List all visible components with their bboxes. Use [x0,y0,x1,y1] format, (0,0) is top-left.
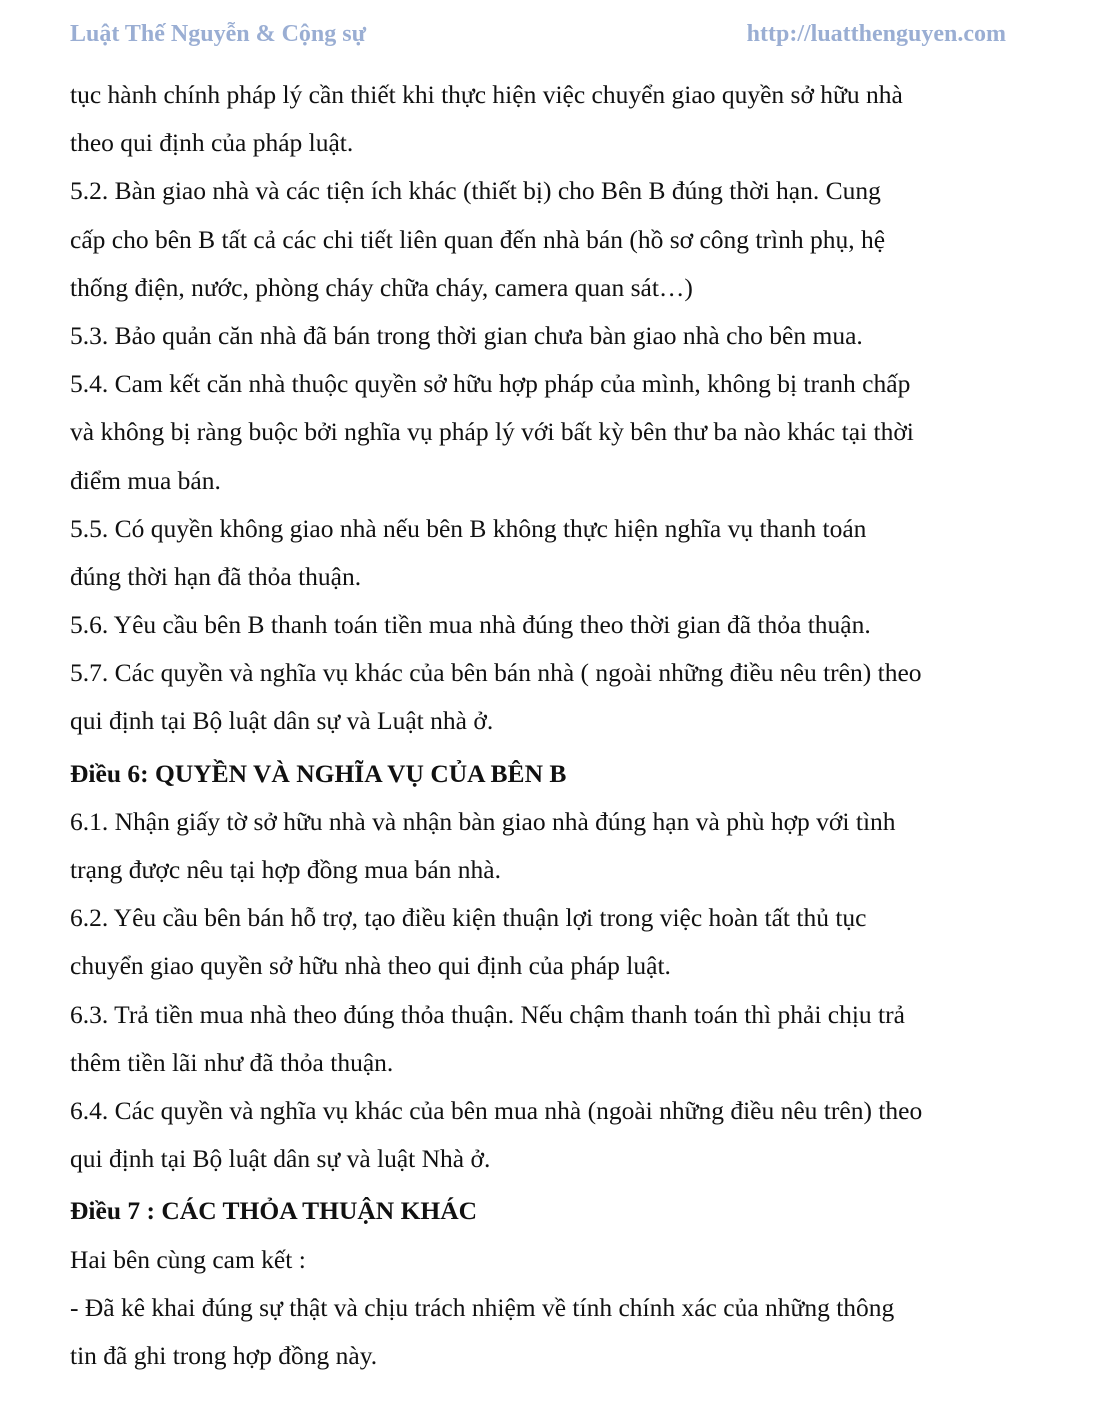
text-line: 5.3. Bảo quản căn nhà đã bán trong thời gian chưa bàn giao nhà cho bên mua. [70,320,863,350]
text-line: 6.2. Yêu cầu bên bán hỗ trợ, tạo điều kiện thuận lợi trong việc hoàn tất thủ tục [70,903,867,933]
text-line: 5.2. Bàn giao nhà và các tiện ích khác (thiết bị) cho Bên B đúng thời hạn. Cung [70,176,881,206]
text-line: 6.1. Nhận giấy tờ sở hữu nhà và nhận bàn giao nhà đúng hạn và phù hợp với tình [70,806,896,836]
text-line: - Đã kê khai đúng sự thật và chịu trách nhiệm về tính chính xác của những thông [70,1292,895,1322]
text-line: thêm tiền lãi như đã thỏa thuận. [70,1047,394,1077]
section-heading: Điều 7 : CÁC THỎA THUẬN KHÁC [70,1196,478,1226]
text-line: chuyển giao quyền sở hữu nhà theo qui định của pháp luật. [70,951,671,981]
document-body [70,71,1020,1380]
text-line: tục hành chính pháp lý cần thiết khi thực hiện việc chuyển giao quyền sở hữu nhà [70,80,903,109]
header-website-url: http://luatthenguyen.com [746,20,1006,47]
text-line: qui định tại Bộ luật dân sự và Luật nhà ở. [70,706,494,736]
section-heading: Điều 6: QUYỀN VÀ NGHĨA VỤ CỦA BÊN B [70,758,567,788]
text-line: tin đã ghi trong hợp đồng này. [70,1340,378,1370]
text-line: thống điện, nước, phòng cháy chữa cháy, camera quan sát…) [70,272,693,302]
text-line: và không bị ràng buộc bởi nghĩa vụ pháp lý với bất kỳ bên thư ba nào khác tại thời [70,417,914,447]
text-line: trạng được nêu tại hợp đồng mua bán nhà. [70,855,501,884]
text-line: 6.4. Các quyền và nghĩa vụ khác của bên mua nhà (ngoài những điều nêu trên) theo [70,1095,923,1125]
text-line: 5.4. Cam kết căn nhà thuộc quyền sở hữu hợp pháp của mình, không bị tranh chấp [70,369,911,399]
text-line: theo qui định của pháp luật. [70,128,354,158]
text-line: 5.7. Các quyền và nghĩa vụ khác của bên bán nhà ( ngoài những điều nêu trên) theo [70,658,922,688]
text-line: Hai bên cùng cam kết : [70,1244,306,1274]
text-line: qui định tại Bộ luật dân sự và luật Nhà ở. [70,1144,491,1174]
text-line: điểm mua bán. [70,465,221,495]
text-line: cấp cho bên B tất cả các chi tiết liên quan đến nhà bán (hồ sơ công trình phụ, hệ [70,224,886,254]
text-line: 5.6. Yêu cầu bên B thanh toán tiền mua nhà đúng theo thời gian đã thỏa thuận. [70,610,871,640]
text-line: đúng thời hạn đã thỏa thuận. [70,561,362,591]
header-firm-name: Luật Thế Nguyễn & Cộng sự [70,20,367,47]
text-line: 5.5. Có quyền không giao nhà nếu bên B không thực hiện nghĩa vụ thanh toán [70,513,867,543]
text-line: 6.3. Trả tiền mua nhà theo đúng thỏa thuận. Nếu chậm thanh toán thì phải chịu trả [70,999,905,1029]
page-header [70,18,1006,50]
